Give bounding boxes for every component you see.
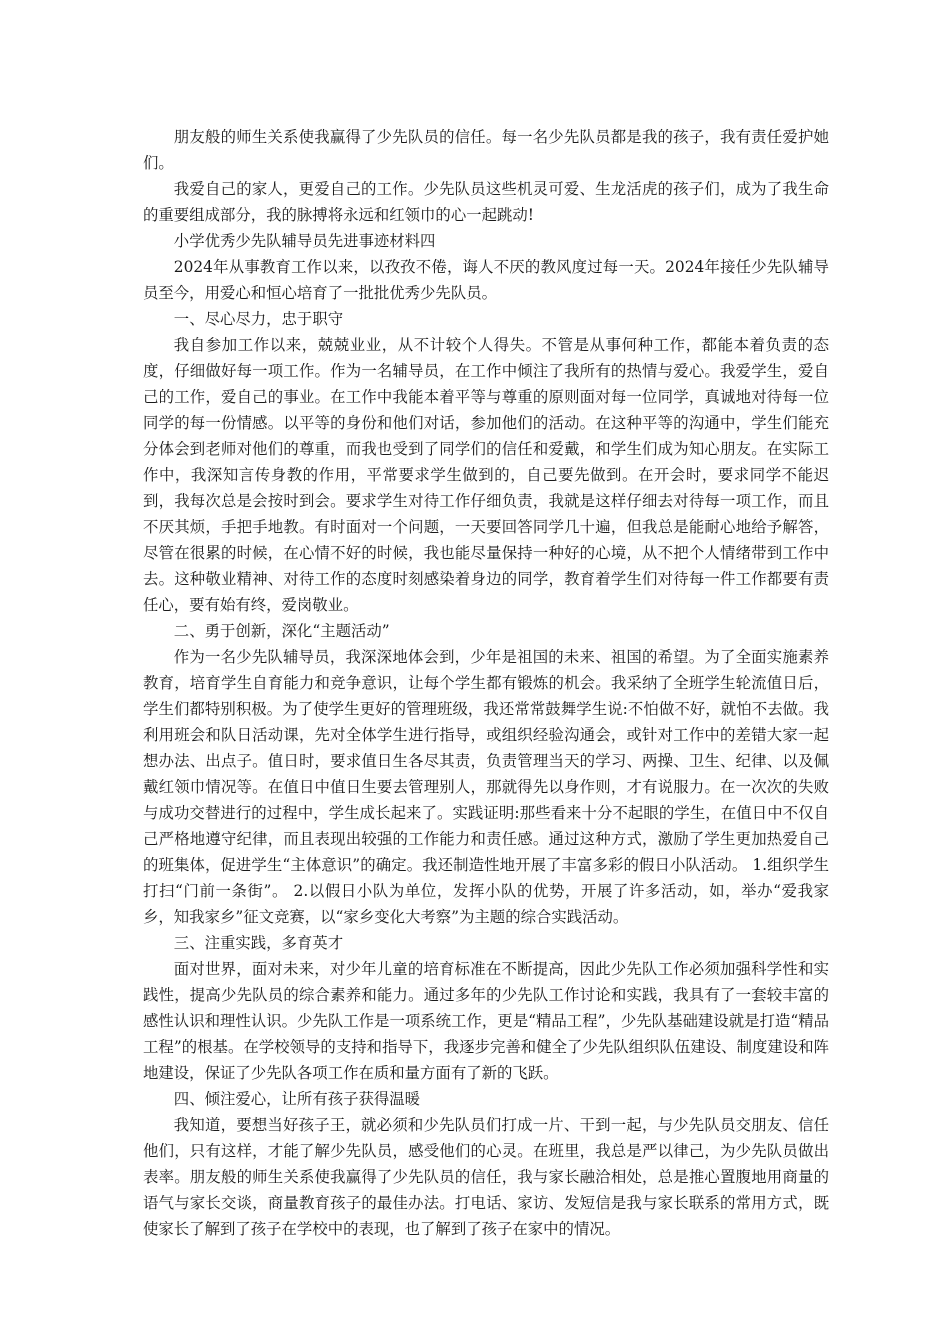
paragraph: 我爱自己的家人，更爱自己的工作。少先队员这些机灵可爱、生龙活虎的孩子们，成为了我生命的重要组成部分，我的脉搏将永远和红领巾的心一起跳动! — [143, 180, 829, 224]
section-heading: 三、注重实践，多育英才 — [173, 934, 344, 952]
paragraph: 面对世界，面对未来，对少年儿童的培育标准在不断提高，因此少先队工作必须加强科学性和实践性，提高少先队员的综合素养和能力。通过多年的少先队工作讨论和实践，我具有了一套较丰富的感性认识和理性认识。少先队工作是一项系统工作，更是“精品工程”，少先队基础建设就是打造“精品工程”的根基。在学校领导的支持和指导下，我逐步完善和健全了少先队组织队伍建设、制度建设和阵地建设，保证了少先队各项工作在质和量方面有了新的飞跃。 — [143, 960, 829, 1082]
section-title: 小学优秀少先队辅导员先进事迹材料四 — [173, 232, 436, 250]
paragraph: 我知道，要想当好孩子王，就必须和少先队员们打成一片、干到一起，与少先队员交朋友、信任他们，只有这样，才能了解少先队员，感受他们的心灵。在班里，我总是严以律己，为少先队员做出表率。朋友般的师生关系使我赢得了少先队员的信任，我与家长融洽相处，总是推心置腹地用商量的语气与家长交谈，商量教育孩子的最佳办法。打电话、家访、发短信是我与家长联系的常用方式，既使家长了解到了孩子在学校中的表现，也了解到了孩子在家中的情况。 — [143, 1116, 829, 1238]
paragraph: 我自参加工作以来，兢兢业业，从不计较个人得失。不管是从事何种工作，都能本着负责的态度，仔细做好每一项工作。作为一名辅导员，在工作中倾注了我所有的热情与爱心。我爱学生，爱自己的工作，爱自己的事业。在工作中我能本着平等与尊重的原则面对每一位同学，真诚地对待每一位同学的每一份情感。以平等的身份和他们对话，参加他们的活动。在这种平等的沟通中，学生们能充分体会到老师对他们的尊重，而我也受到了同学们的信任和爱戴，和学生们成为知心朋友。在实际工作中，我深知言传身教的作用，平常要求学生做到的，自己要先做到。在开会时，要求同学不能迟到，我每次总是会按时到会。要求学生对待工作仔细负责，我就是这样仔细去对待每一项工作，而且不厌其烦，手把手地教。有时面对一个问题，一天要回答同学几十遍，但我总是能耐心地给予解答，尽管在很累的时候，在心情不好的时候，我也能尽量保持一种好的心境，从不把个人情绪带到工作中去。这种敬业精神、对待工作的态度时刻感染着身边的同学，教育着学生们对待每一件工作都要有责任心，要有始有终，爱岗敬业。 — [143, 336, 829, 614]
paragraph: 作为一名少先队辅导员，我深深地体会到，少年是祖国的未来、祖国的希望。为了全面实施素养教育，培育学生自育能力和竞争意识，让每个学生都有锻炼的机会。我采纳了全班学生轮流值日后，学生们都特别积极。为了使学生更好的管理班级，我还常常鼓舞学生说:不怕做不好，就怕不去做。我利用班会和队日活动课，先对全体学生进行指导，或组织经验沟通会，或针对工作中的差错大家一起想办法、出点子。值日时，要求值日生各尽其责，负责管理当天的学习、两操、卫生、纪律、以及佩戴红领巾情况等。在值日中值日生要去管理别人，那就得先以身作则，才有说服力。在一次次的失败与成功交替进行的过程中，学生成长起来了。实践证明:那些看来十分不起眼的学生，在值日中不仅自己严格地遵守纪律，而且表现出较强的工作能力和责任感。通过这种方式，激励了学生更加热爱自己的班集体，促进学生“主体意识”的确定。我还制造性地开展了丰富多彩的假日小队活动。 1.组织学生打扫“门前一条街”。 2.以假日小队为单位，发挥小队的优势，开展了许多活动，如，举办“爱我家乡，知我家乡”征文竞赛，以“家乡变化大考察”为主题的综合实践活动。 — [143, 648, 829, 926]
paragraph: 2024年从事教育工作以来，以孜孜不倦，诲人不厌的教风度过每一天。2024年接任少先队辅导员至今，用爱心和恒心培育了一批批优秀少先队员。 — [143, 258, 829, 302]
section-heading: 二、勇于创新，深化“主题活动” — [173, 622, 390, 640]
paragraph: 朋友般的师生关系使我赢得了少先队员的信任。每一名少先队员都是我的孩子，我有责任爱护她们。 — [143, 128, 829, 172]
section-heading: 一、尽心尽力，忠于职守 — [173, 310, 344, 328]
document-page — [143, 124, 829, 1242]
section-heading: 四、倾注爱心，让所有孩子获得温暖 — [173, 1090, 421, 1108]
